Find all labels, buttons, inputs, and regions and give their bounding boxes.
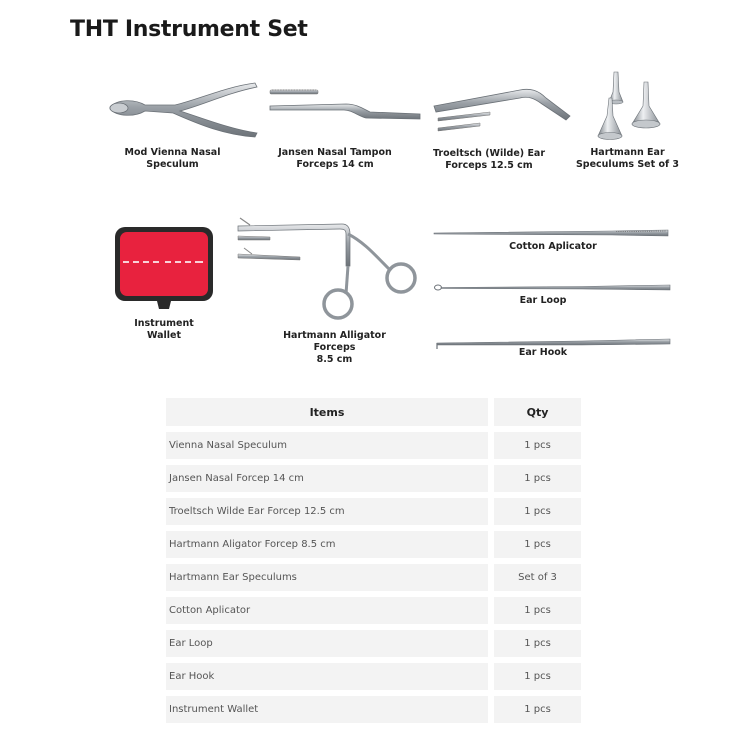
instrument-caption: Instrument Wallet bbox=[134, 318, 194, 341]
table-cell-qty: 1 pcs bbox=[494, 465, 581, 492]
table-cell-qty: 1 pcs bbox=[494, 597, 581, 624]
instrument-caption: Hartmann Ear Speculums Set of 3 bbox=[575, 147, 680, 170]
header-items: Items bbox=[166, 398, 488, 426]
nasal-speculum-icon bbox=[105, 75, 265, 143]
table-cell-item: Ear Loop bbox=[166, 630, 488, 657]
tampon-forceps-icon bbox=[266, 84, 426, 124]
table-row bbox=[166, 531, 581, 558]
instrument-caption: Ear Hook bbox=[518, 347, 568, 358]
table-row bbox=[166, 663, 581, 690]
ear-loop-icon bbox=[432, 281, 674, 293]
table-cell-item: Instrument Wallet bbox=[166, 696, 488, 723]
table-row bbox=[166, 597, 581, 624]
table-row bbox=[166, 465, 581, 492]
table-cell-item: Hartmann Ear Speculums bbox=[166, 564, 488, 591]
table-cell-qty: 1 pcs bbox=[494, 696, 581, 723]
table-cell-item: Cotton Aplicator bbox=[166, 597, 488, 624]
table-cell-qty: 1 pcs bbox=[494, 630, 581, 657]
instrument-caption: Mod Vienna Nasal Speculum bbox=[124, 147, 221, 170]
instrument-caption: Cotton Aplicator bbox=[509, 241, 597, 252]
table-body bbox=[166, 432, 581, 723]
table-row bbox=[166, 630, 581, 657]
instrument-caption: Jansen Nasal Tampon Forceps 14 cm bbox=[278, 147, 392, 170]
table-cell-item: Hartmann Aligator Forcep 8.5 cm bbox=[166, 531, 488, 558]
header-qty: Qty bbox=[494, 398, 581, 426]
page-title: THT Instrument Set bbox=[70, 17, 308, 42]
table-cell-qty: 1 pcs bbox=[494, 432, 581, 459]
cotton-applicator-icon bbox=[432, 227, 672, 239]
table-row bbox=[166, 432, 581, 459]
table-row bbox=[166, 498, 581, 525]
items-table bbox=[166, 398, 581, 729]
table-header-row bbox=[166, 398, 581, 426]
instrument-caption: Ear Loop bbox=[519, 295, 567, 306]
table-row bbox=[166, 564, 581, 591]
instrument-caption: Hartmann Alligator Forceps 8.5 cm bbox=[283, 330, 386, 365]
instrument-wallet-icon bbox=[113, 225, 215, 311]
table-cell-item: Ear Hook bbox=[166, 663, 488, 690]
ear-forceps-icon bbox=[430, 84, 575, 139]
alligator-forceps-icon bbox=[234, 216, 424, 326]
table-row bbox=[166, 696, 581, 723]
table-cell-qty: 1 pcs bbox=[494, 498, 581, 525]
table-cell-qty: Set of 3 bbox=[494, 564, 581, 591]
ear-speculums-icon bbox=[592, 66, 672, 144]
table-cell-qty: 1 pcs bbox=[494, 531, 581, 558]
table-cell-item: Jansen Nasal Forcep 14 cm bbox=[166, 465, 488, 492]
table-cell-item: Vienna Nasal Speculum bbox=[166, 432, 488, 459]
table-cell-item: Troeltsch Wilde Ear Forcep 12.5 cm bbox=[166, 498, 488, 525]
table-cell-qty: 1 pcs bbox=[494, 663, 581, 690]
instrument-caption: Troeltsch (Wilde) Ear Forceps 12.5 cm bbox=[432, 148, 546, 171]
